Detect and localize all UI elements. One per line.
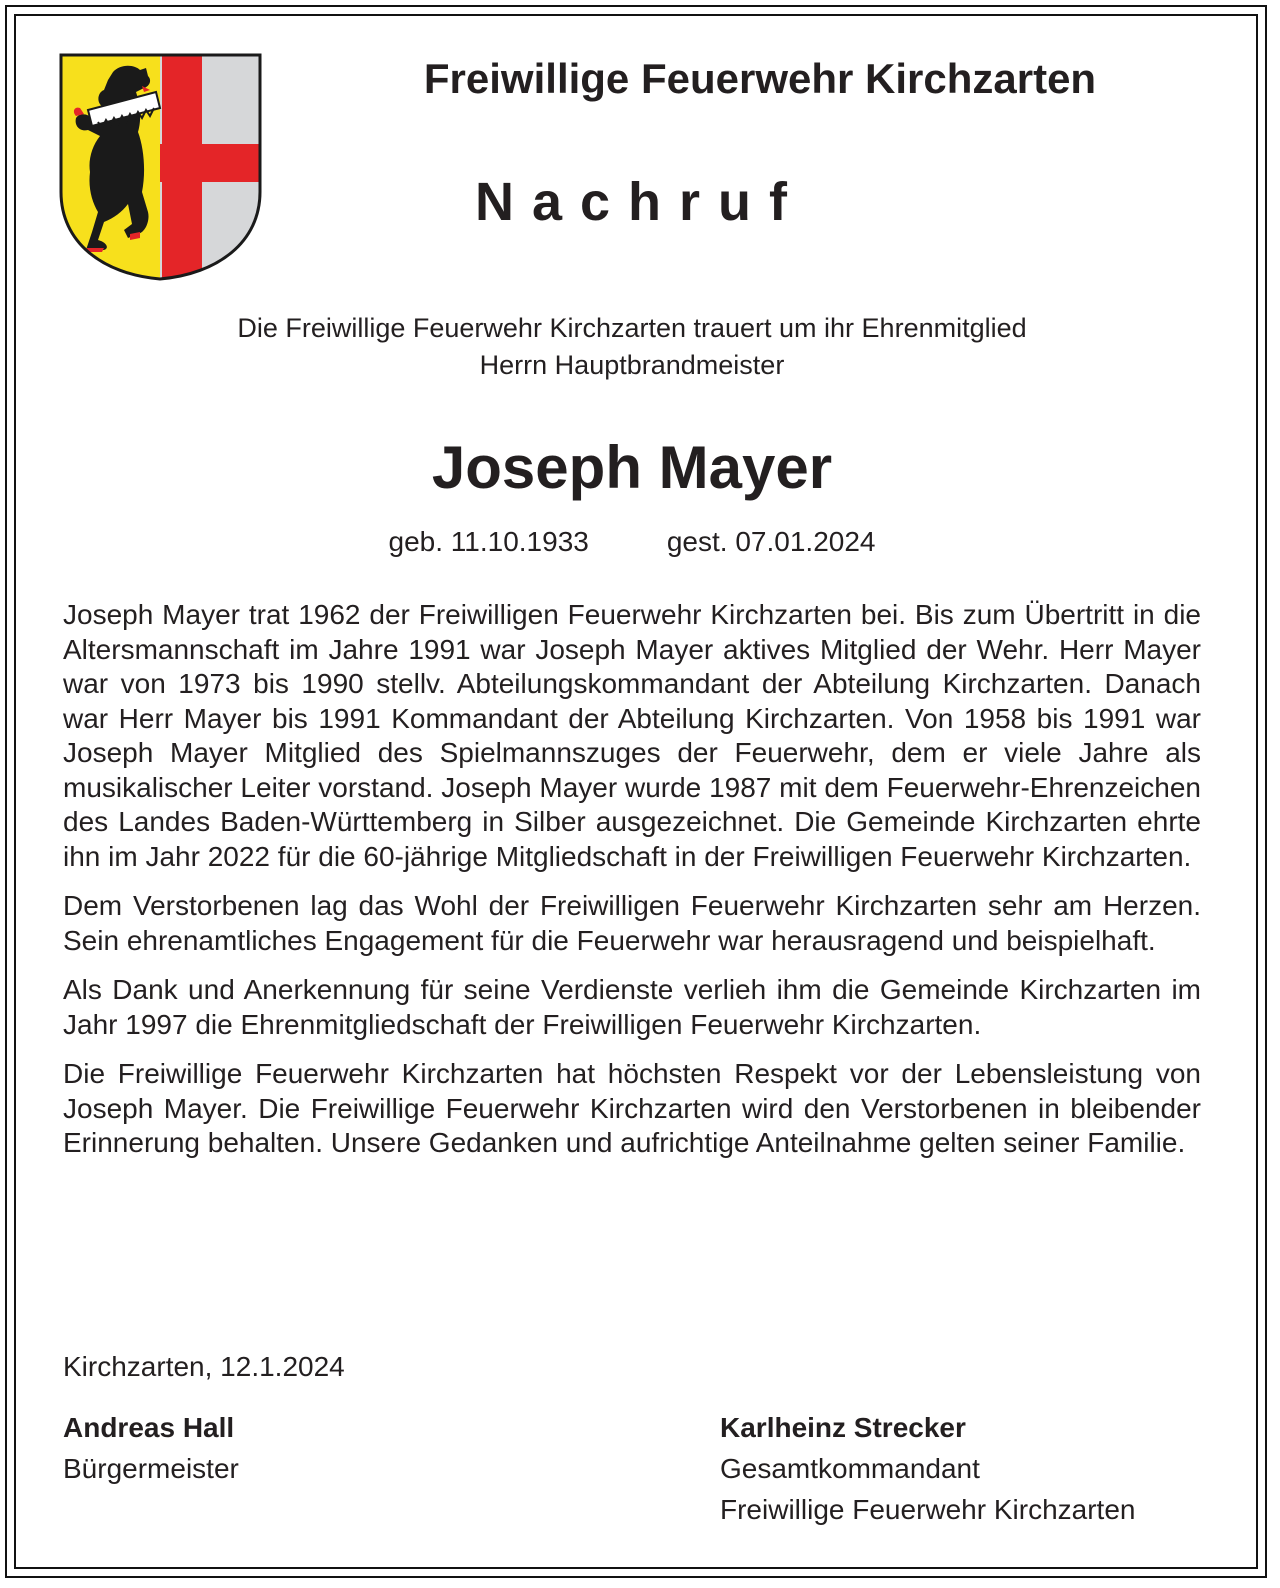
body-paragraph: Als Dank und Anerkennung für seine Verdienste verlieh ihm die Gemeinde Kirchzarten im Jahr 1997 die Ehrenmitgliedschaft der Freiwilligen Feuerwehr Kirchzarten. [63, 974, 1201, 1040]
signatory-left [63, 1407, 239, 1489]
signatory-right [720, 1407, 1135, 1530]
body-paragraph: Die Freiwillige Feuerwehr Kirchzarten hat höchsten Respekt vor der Lebensleistung von Joseph Mayer. Die Freiwillige Feuerwehr Kirchzarten wird den Verstorbenen in bleibender Erinnerung behalten. Unsere Gedanken und aufrichtige Anteilnahme gelten seiner Familie. [63, 1058, 1201, 1158]
signatory-organization: Freiwillige Feuerwehr Kirchzarten [720, 1494, 1136, 1525]
signatory-name: Karlheinz Strecker [720, 1412, 966, 1443]
signatory-name: Andreas Hall [63, 1412, 235, 1443]
intro-text [64, 310, 1200, 384]
life-dates [64, 522, 1200, 562]
organization-title: Freiwillige Feuerwehr Kirchzarten [423, 55, 1097, 102]
place-and-date: Kirchzarten, 12.1.2024 [63, 1351, 345, 1382]
deceased-name: Joseph Mayer [431, 434, 833, 501]
death-date: gest. 07.01.2024 [666, 526, 876, 557]
obituary-heading: Nachruf [474, 172, 806, 232]
birth-date: geb. 11.10.1933 [388, 526, 589, 557]
signatory-role: Gesamtkommandant [720, 1453, 980, 1484]
body-paragraph: Joseph Mayer trat 1962 der Freiwilligen Feuerwehr Kirchzarten bei. Bis zum Übertritt in die Altersmannschaft im Jahre 1991 war Joseph Mayer aktives Mitglied der Wehr. Herr Mayer war von 1973 bis 1990 stellv. Abteilungskommandant der Abteilung Kirchzarten. Danach war Herr Mayer bis 1991 Kommandant der Abteilung Kirchzarten. Von 1958 bis 1991 war Joseph Mayer Mitglied des Spielmannszuges der Feuerwehr, dem er viele Jahre als musikalischer Leiter vorstand. Joseph Mayer wurde 1987 mit dem Feuerwehr-Ehrenzeichen des Landes Baden-Württemberg in Silber ausgezeichnet. Die Gemeinde Kirchzarten ehrte ihn im Jahr 2022 für die 60-jährige Mitgliedschaft in der Freiwilligen Feuerwehr Kirchzarten. [63, 599, 1201, 872]
body-paragraph: Dem Verstorbenen lag das Wohl der Freiwilligen Feuerwehr Kirchzarten sehr am Herzen. Sein ehrenamtliches Engagement für die Feuerwehr war herausragend und beispielhaft. [63, 890, 1201, 956]
signatory-role: Bürgermeister [63, 1453, 239, 1484]
intro-line-1: Die Freiwillige Feuerwehr Kirchzarten trauert um ihr Ehrenmitglied [237, 313, 1027, 343]
intro-line-2: Herrn Hauptbrandmeister [479, 350, 785, 380]
obituary-body [63, 598, 1201, 1176]
coat-of-arms-icon [58, 52, 263, 282]
